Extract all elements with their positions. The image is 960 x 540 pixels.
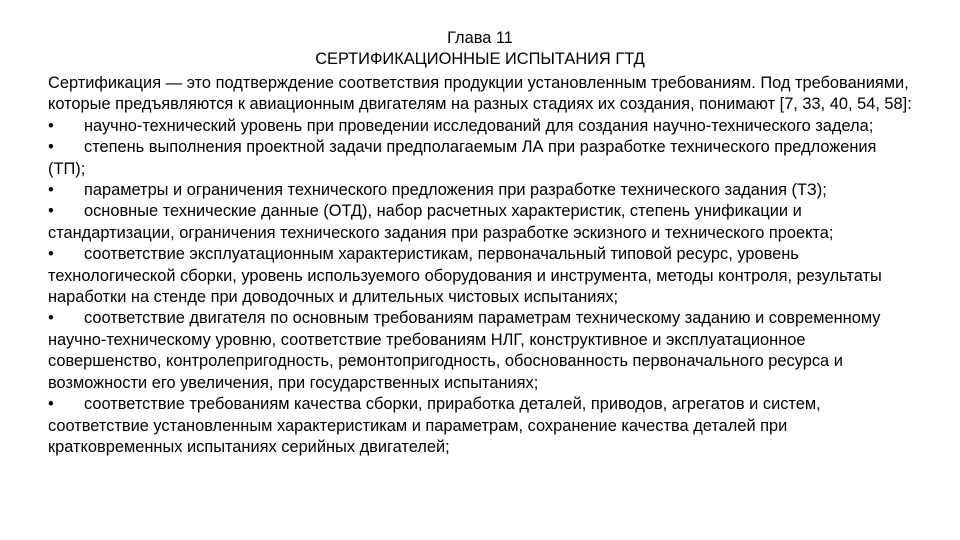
bullet-mark: •: [48, 181, 54, 200]
bullet-text: научно-технический уровень при проведении исследований для создания научно-технического задела;: [84, 116, 874, 135]
bullet-item: [48, 201, 912, 244]
bullet-mark: •: [48, 202, 54, 221]
bullet-mark: •: [48, 245, 54, 264]
bullet-item: [48, 137, 912, 180]
bullet-item: [48, 116, 912, 137]
bullet-text: соответствие двигателя по основным требованиям параметрам техническому заданию и современному научно-техническому уровню, соответствие требованиям НЛГ, конструктивное и эксплуатационное совершенство, контролепригодность, ремонтопригодность, обоснованность первоначального ресурса и возможности его увеличения, при государственных испытаниях;: [48, 309, 881, 392]
chapter-heading: Глава 11: [447, 29, 513, 47]
bullet-text: основные технические данные (ОТД), набор расчетных характеристик, степень унификации и стандартизации, ограничения технического задания при разработке эскизного и технического проекта;: [48, 202, 834, 242]
document-body: [48, 73, 912, 458]
bullet-text: соответствие требованиям качества сборки, приработка деталей, приводов, агрегатов и систем, соответствие установленным характеристикам и параметрам, сохранение качества деталей при кратковременных испытаниях серийных двигателей;: [48, 395, 821, 456]
bullet-item: [48, 394, 912, 458]
bullet-mark: •: [48, 309, 54, 328]
bullet-mark: •: [48, 395, 54, 414]
bullet-mark: •: [48, 138, 54, 157]
bullet-text: параметры и ограничения технического предложения при разработке технического задания (ТЗ);: [84, 181, 827, 200]
chapter-title: СЕРТИФИКАЦИОННЫЕ ИСПЫТАНИЯ ГТД: [315, 50, 645, 68]
bullet-item: [48, 308, 912, 394]
bullet-text: соответствие эксплуатационным характеристикам, первоначальный типовой ресурс, уровень технологической сборки, уровень используемого оборудования и инструмента, методы контроля, результаты наработки на стенде при доводочных и длительных чистовых испытаниях;: [48, 245, 882, 307]
bullet-item: [48, 244, 912, 308]
intro-paragraph: Сертификация — это подтверждение соответствия продукции установленным требованиям. Под требованиями, которые предъявляются к авиационным двигателям на разных стадиях их создания, понимают [7, 33, 40, 54, 58]:: [48, 74, 912, 114]
bullet-text: степень выполнения проектной задачи предполагаемым ЛА при разработке технического предложения (ТП);: [48, 138, 877, 178]
bullet-mark: •: [48, 116, 54, 135]
bullet-item: [48, 180, 912, 201]
